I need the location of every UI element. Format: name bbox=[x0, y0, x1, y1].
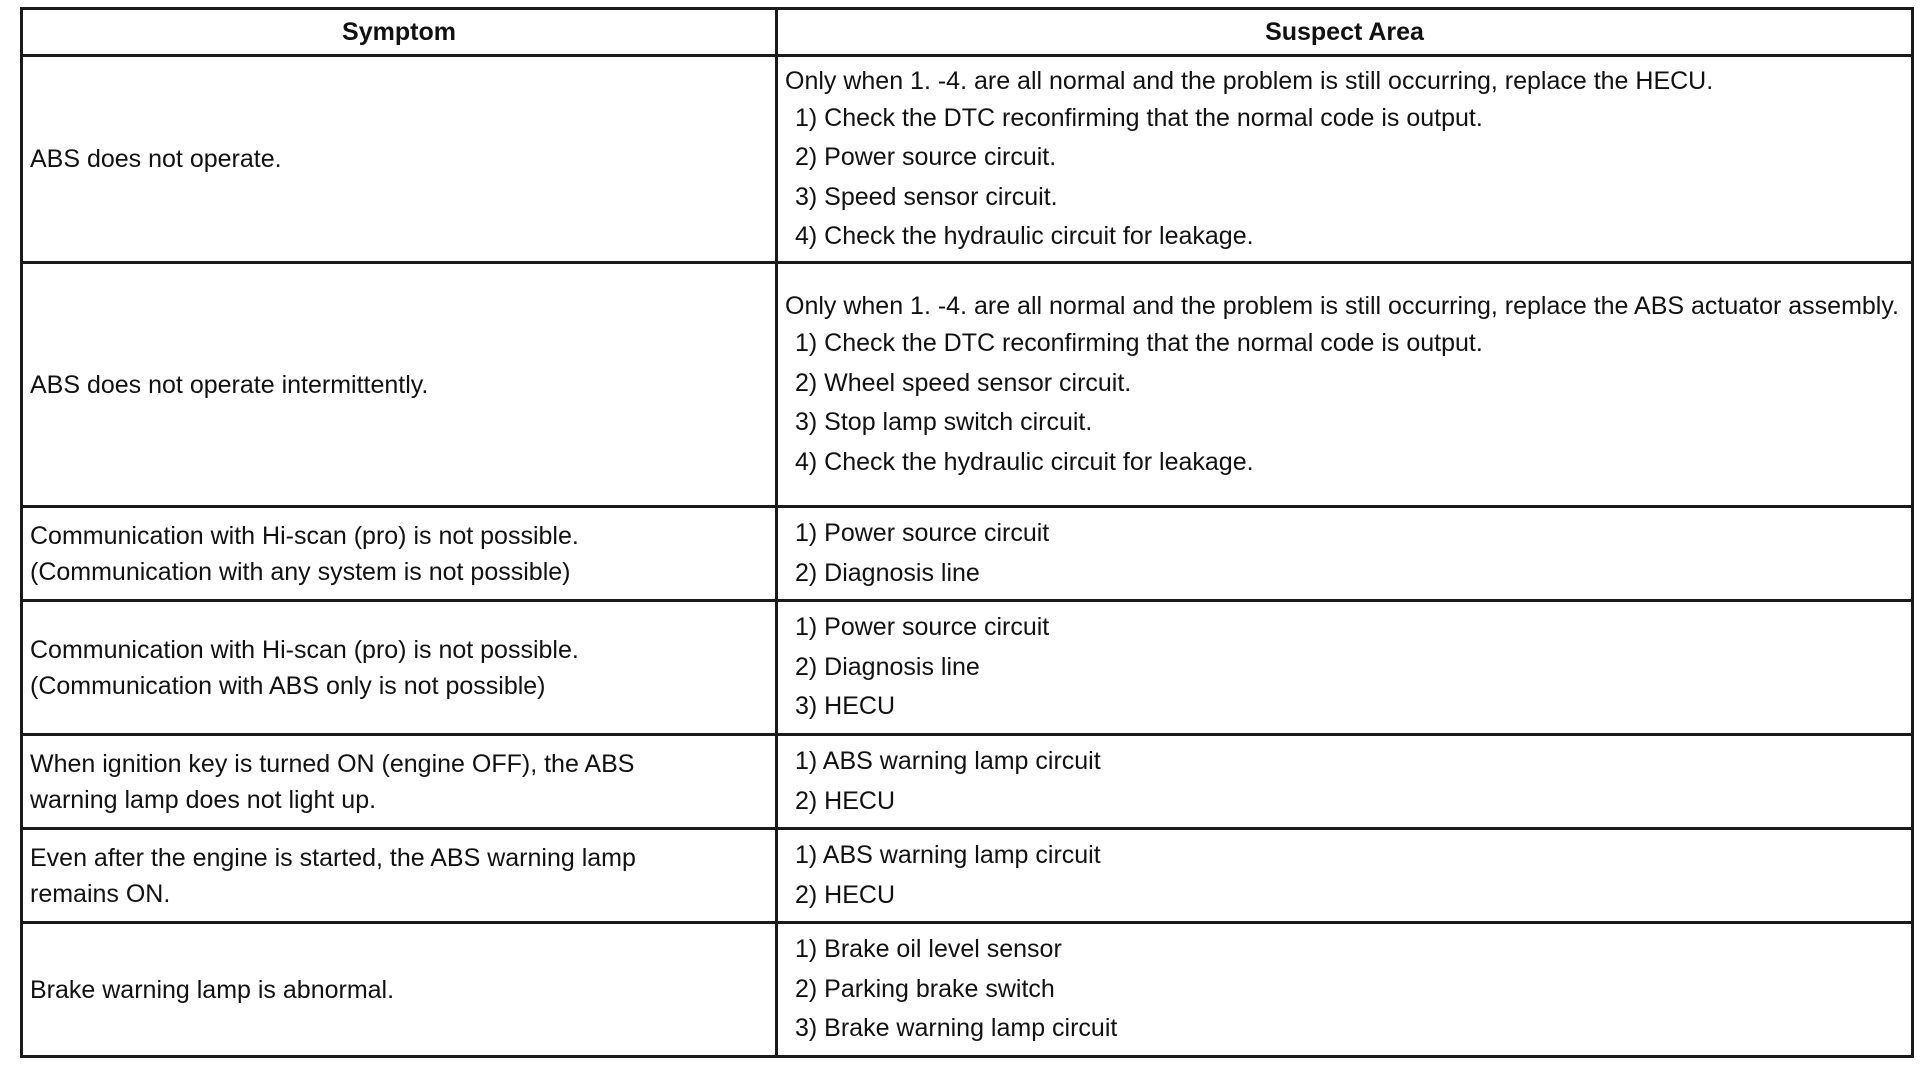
symptom-header: Symptom bbox=[22, 9, 777, 56]
symptom-cell bbox=[22, 601, 777, 735]
suspect-item: 2) HECU bbox=[795, 880, 896, 909]
suspect-item: 1) Power source circuit bbox=[795, 613, 1050, 642]
suspect-item: 1) Check the DTC reconfirming that the normal code is output. bbox=[795, 329, 1483, 357]
suspect-area-cell bbox=[777, 507, 1913, 601]
suspect-item: 1) ABS warning lamp circuit bbox=[795, 747, 1101, 775]
symptom-line: (Communication with any system is not possible) bbox=[30, 557, 571, 586]
table-row bbox=[22, 829, 1913, 923]
suspect-area-header: Suspect Area bbox=[777, 9, 1913, 56]
suspect-item: 1) Check the DTC reconfirming that the normal code is output. bbox=[795, 103, 1483, 132]
suspect-item: 4) Check the hydraulic circuit for leakage. bbox=[795, 447, 1254, 476]
table-row bbox=[22, 56, 1913, 263]
symptom-line: (Communication with ABS only is not possible) bbox=[30, 671, 546, 700]
table-row bbox=[22, 263, 1913, 507]
suspect-intro: Only when 1. -4. are all normal and the problem is still occurring, replace the HECU. bbox=[785, 66, 1714, 95]
symptom-line: Communication with Hi-scan (pro) is not possible. bbox=[30, 635, 579, 664]
symptom-cell bbox=[22, 829, 777, 923]
symptom-line: When ignition key is turned ON (engine OFF), the ABS bbox=[30, 749, 635, 778]
suspect-item: 1) ABS warning lamp circuit bbox=[795, 841, 1101, 869]
suspect-area-cell bbox=[777, 735, 1913, 829]
symptom-cell bbox=[22, 507, 777, 601]
table-row bbox=[22, 923, 1913, 1057]
suspect-item: 2) Wheel speed sensor circuit. bbox=[795, 368, 1132, 397]
suspect-item: 2) Parking brake switch bbox=[795, 974, 1055, 1003]
table-row bbox=[22, 735, 1913, 829]
suspect-item: 1) Power source circuit bbox=[795, 519, 1050, 547]
suspect-item: 3) Brake warning lamp circuit bbox=[795, 1014, 1118, 1043]
suspect-area-cell bbox=[777, 601, 1913, 735]
symptom-cell bbox=[22, 263, 777, 507]
suspect-item: 3) Stop lamp switch circuit. bbox=[795, 408, 1093, 436]
symptom-line: Brake warning lamp is abnormal. bbox=[30, 975, 395, 1004]
symptom-cell bbox=[22, 923, 777, 1057]
suspect-item: 3) HECU bbox=[795, 692, 896, 721]
symptom-line: ABS does not operate. bbox=[30, 145, 282, 173]
table-header-row bbox=[22, 9, 1913, 56]
symptom-cell bbox=[22, 56, 777, 263]
troubleshooting-table-container bbox=[20, 7, 1911, 1058]
suspect-area-cell bbox=[777, 923, 1913, 1057]
symptom-line: remains ON. bbox=[30, 879, 171, 908]
suspect-item: 1) Brake oil level sensor bbox=[795, 935, 1062, 964]
suspect-item: 2) Power source circuit. bbox=[795, 143, 1057, 171]
suspect-item: 2) Diagnosis line bbox=[795, 652, 980, 681]
suspect-item: 2) Diagnosis line bbox=[795, 558, 980, 587]
symptom-line: warning lamp does not light up. bbox=[30, 785, 377, 814]
symptom-cell bbox=[22, 735, 777, 829]
suspect-area-cell bbox=[777, 56, 1913, 263]
troubleshooting-table bbox=[20, 7, 1914, 1058]
suspect-item: 3) Speed sensor circuit. bbox=[795, 182, 1058, 211]
symptom-line: Communication with Hi-scan (pro) is not possible. bbox=[30, 521, 579, 550]
suspect-item: 2) HECU bbox=[795, 786, 896, 815]
symptom-line: Even after the engine is started, the ABS warning lamp bbox=[30, 843, 636, 872]
suspect-area-cell bbox=[777, 263, 1913, 507]
table-row bbox=[22, 601, 1913, 735]
suspect-intro: Only when 1. -4. are all normal and the problem is still occurring, replace the ABS actuator assembly. bbox=[785, 292, 1899, 320]
suspect-area-cell bbox=[777, 829, 1913, 923]
symptom-line: ABS does not operate intermittently. bbox=[30, 370, 429, 399]
suspect-item: 4) Check the hydraulic circuit for leakage. bbox=[795, 222, 1254, 250]
table-row bbox=[22, 507, 1913, 601]
